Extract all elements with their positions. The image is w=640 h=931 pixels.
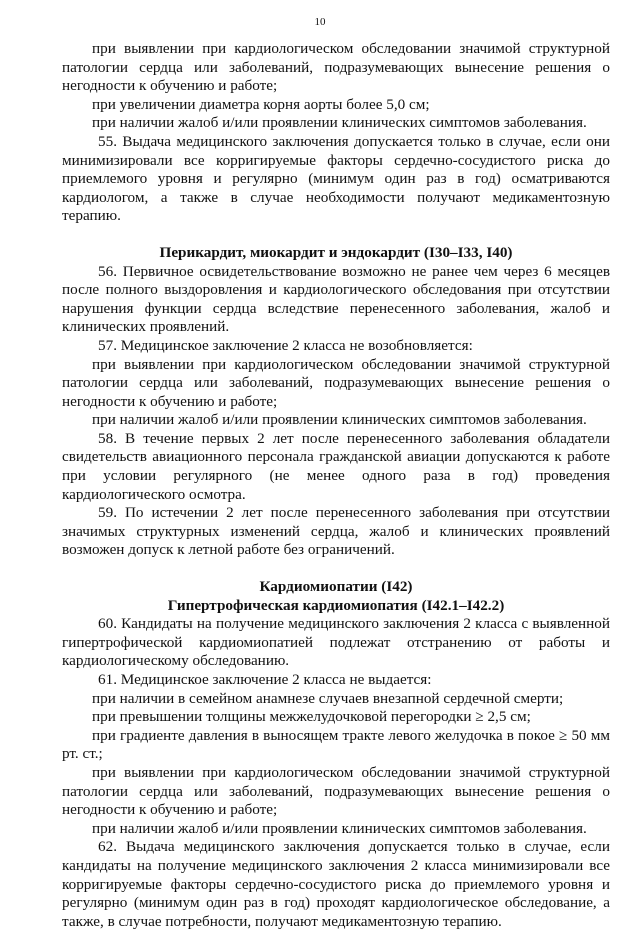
section-heading: Перикардит, миокардит и эндокардит (I30–I33, I40) (159, 243, 513, 261)
paragraph: 57. Медицинское заключение 2 класса не возобновляется: (98, 336, 473, 354)
paragraph: при выявлении при кардиологическом обследовании значимой структурной патологии сердца или заболеваний, подразумевающих вынесение решения о негодности к обучению и работе; (62, 355, 610, 410)
paragraph: при наличии жалоб и/или проявлении клинических симптомов заболевания. (92, 819, 587, 837)
paragraph: 61. Медицинское заключение 2 класса не выдается: (98, 671, 432, 688)
paragraph: при выявлении при кардиологическом обследовании значимой структурной патологии сердца или заболеваний, подразумевающих вынесение решения о негодности к обучению и работе; (62, 40, 610, 95)
page-number: 10 (314, 16, 326, 28)
section-heading: Кардиомиопатии (I42) (259, 578, 413, 596)
paragraph: при превышении толщины межжелудочковой перегородки ≥ 2,5 см; (92, 708, 531, 726)
paragraph: при наличии в семейном анамнезе случаев внезапной сердечной смерти; (92, 689, 564, 707)
paragraph: 60. Кандидаты на получение медицинского заключения 2 класса с выявленной гипертрофической кардиомиопатией подлежат отстранению от работы и кардиологическому обследованию. (62, 615, 610, 670)
paragraph: 56. Первичное освидетельствование возможно не ранее чем через 6 месяцев после полного выздоровления и кардиологического обследования при отсутствии нарушения функции сердца вследствие перенесенного заболевания, жалоб и клинических проявлений. (62, 262, 610, 336)
paragraph: при наличии жалоб и/или проявлении клинических симптомов заболевания. (92, 411, 587, 429)
paragraph: при градиенте давления в выносящем тракте левого желудочка в покое ≥ 50 мм рт. ст.; (62, 726, 610, 763)
paragraph: 55. Выдача медицинского заключения допускается только в случае, если они минимизировали все корригируемые факторы сердечно-сосудистого риска до приемлемого уровня и регулярно (минимум один раз в год) осматриваются кардиологом, а также в случае необходимости получают медикаментозную терапию. (62, 132, 610, 225)
paragraph: 62. Выдача медицинского заключения допускается только в случае, если кандидаты на получение медицинского заключения 2 класса минимизировали все корригируемые факторы сердечно-сосудистого риска до приемлемого уровня и регулярно (минимум один раз в год) проходят кардиологическое обследование, а также, в случае потребности, получают медикаментозную терапию. (62, 838, 610, 930)
paragraph: 59. По истечении 2 лет после перенесенного заболевания при отсутствии значимых структурных изменений сердца, жалоб и клинических проявлений возможен допуск к летной работе без ограничений. (62, 504, 610, 559)
paragraph: при выявлении при кардиологическом обследовании значимой структурной патологии сердца или заболеваний, подразумевающих вынесение решения о негодности к обучению и работе; (62, 763, 610, 819)
section-spacer (62, 560, 610, 578)
paragraph: при наличии жалоб и/или проявлении клинических симптомов заболевания. (92, 114, 587, 132)
document-body (62, 40, 610, 931)
section-heading: Гипертрофическая кардиомиопатия (I42.1–I42.2) (167, 596, 505, 614)
paragraph: 58. В течение первых 2 лет после перенесенного заболевания обладатели свидетельств авиационного персонала гражданской авиации допускаются к работе при условии регулярного (не менее одного раза в год) проведения кардиологического осмотра. (62, 429, 610, 503)
section-spacer (62, 226, 610, 244)
paragraph: при увеличении диаметра корня аорты более 5,0 см; (92, 95, 430, 113)
